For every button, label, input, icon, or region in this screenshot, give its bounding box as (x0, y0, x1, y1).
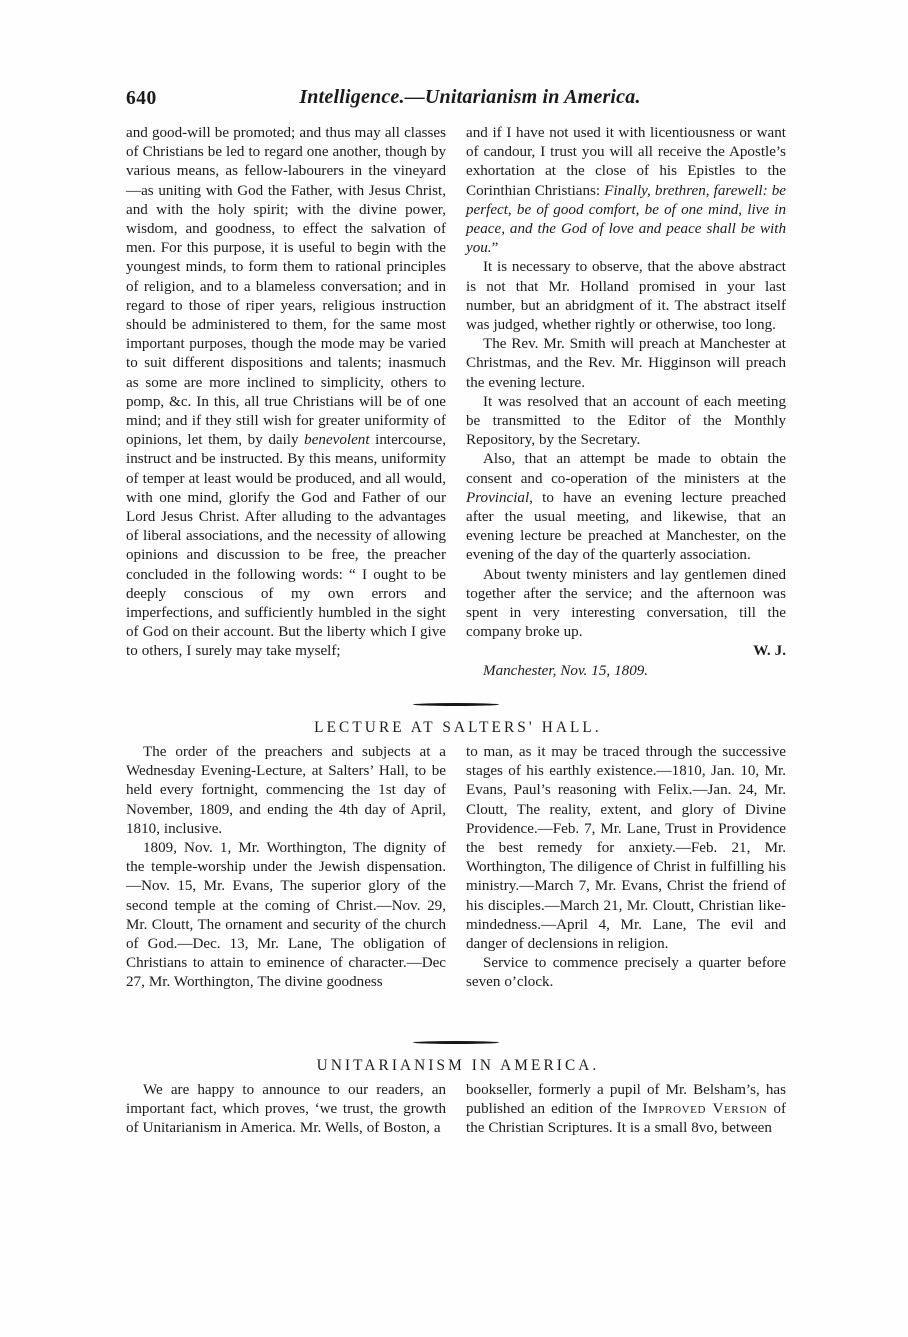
paragraph-text-cont: of the Christian Scriptures. It is a small 8vo, between (466, 1100, 786, 1136)
divider-rule (413, 703, 499, 706)
paragraph (466, 1081, 786, 1139)
emphasis-benevolent: benevolent (304, 432, 370, 449)
running-head (126, 86, 786, 120)
section-divider (126, 1019, 786, 1057)
intelligence-left-column (126, 124, 446, 681)
spacer (126, 993, 786, 1019)
title-improved-version: Improved Version (642, 1100, 768, 1117)
intelligence-right-column (466, 124, 786, 681)
paragraph (466, 124, 786, 258)
closing-quote-mark: ” (491, 240, 499, 257)
paragraph-text: and if I have not used it with licentiousness or want of candour, I trust you will all receive the Apostle’s exhortation at the close of his Epistles to the Corinthian Christians: (466, 125, 786, 199)
intelligence-section (126, 124, 786, 681)
salters-hall-section (126, 743, 786, 993)
paragraph: The Rev. Mr. Smith will preach at Manchester at Christmas, and the Rev. Mr. Higginson will preach the evening lecture. (466, 336, 786, 391)
section-divider (126, 681, 786, 719)
signature: W. J. (753, 643, 786, 660)
paragraph-text: and good-will be promoted; and thus may all classes of Christians be led to regard one another, though by various means, as fellow-labourers in the vineyard—as uniting with God the Father, with Jesus Christ, and with the holy spirit; with the divine power, wisdom, and goodness, to effect the salvation of men. For this purpose, it is useful to begin with the youngest minds, to form them to rational principles of religion, and to a blameless conversation; and in regard to those of riper years, religious instruction should be administered to them, for the same most important purposes, though the mode may be varied to suit different dispositions and talents; inasmuch as some are more inclined to simplicity, others to pomp, &c. In this, all true Christians will be of one mind; and if they still wish for greater uniformity of opinions, let them, by daily (126, 125, 446, 449)
page-number: 640 (126, 88, 157, 109)
emphasis-provincial: Provincial (466, 489, 530, 506)
paragraph-text: About twenty ministers and lay gentlemen dined together after the service; and the afternoon was spent in very interesting conversation, till the company broke up. (466, 566, 786, 641)
unitarianism-right-column (466, 1081, 786, 1139)
section-heading-salters-hall: LECTURE AT SALTERS' HALL. (314, 718, 602, 736)
scripture-quotation: Finally, brethren, farewell: be perfect, be of good comfort, be of one mind, live in peace, and the God of love and peace shall be with you. (466, 182, 786, 257)
paragraph (466, 450, 786, 565)
paragraph (466, 566, 786, 662)
unitarianism-section (126, 1081, 786, 1139)
page-content (126, 86, 786, 1138)
divider-rule (413, 1041, 499, 1044)
salters-right-column (466, 743, 786, 993)
paragraph: It is necessary to observe, that the above abstract is not that Mr. Holland promised in your last number, but an abridgment of it. The abstract itself was judged, whether rightly or otherwise, too long. (466, 259, 786, 334)
lecture-schedule-part-1: 1809, Nov. 1, Mr. Worthington, The dignity of the temple-worship under the Jewish dispensation.—Nov. 15, Mr. Evans, The superior glory of the second temple at the coming of Christ.—Nov. 29, Mr. Cloutt, The ornament and security of the church of God.—Dec. 13, Mr. Lane, The obligation of Christians to attain to eminence of character.—Dec 27, Mr. Worthington, The divine goodness (126, 839, 446, 991)
paragraph: Service to commence precisely a quarter before seven o’clock. (466, 955, 786, 991)
section-heading-unitarianism-in-america: UNITARIANISM IN AMERICA. (316, 1056, 600, 1074)
lecture-schedule-part-2: to man, as it may be traced through the successive stages of his earthly existence.—1810, Jan. 10, Mr. Evans, Paul’s reasoning with Felix.—Jan. 24, Mr. Cloutt, The reality, extent, and glory of Divine Providence.—Feb. 7, Mr. Lane, Trust in Providence the best remedy for anxiety.—Feb. 21, Mr. Worthington, The diligence of Christ in fulfilling his ministry.—March 7, Mr. Evans, Christ the friend of his disciples.—March 21, Mr. Cloutt, Christian like-mindedness.—April 4, Mr. Lane, The evil and danger of declensions in religion. (466, 743, 786, 952)
paragraph: It was resolved that an account of each meeting be transmitted to the Editor of the Monthly Repository, by the Secretary. (466, 393, 786, 449)
dateline: Manchester, Nov. 15, 1809. (483, 662, 649, 679)
salters-left-column (126, 743, 446, 993)
paragraph: The order of the preachers and subjects at a Wednesday Evening-Lecture, at Salters’ Hall, to be held every fortnight, commencing the 1st day of November, 1809, and ending the 4th day of April, 1810, inclusive. (126, 743, 446, 837)
paragraph-text: Also, that an attempt be made to obtain the consent and co-operation of the ministers at the (466, 451, 786, 487)
paragraph-text-cont: intercourse, instruct and be instructed. By this means, uniformity of temper at least would be produced, and all would, with one mind, glorify the God and Father of our Lord Jesus Christ. After alluding to the advantages of liberal associations, and the necessity of allowing opinions and discussion to be free, the preacher concluded in the following words: “ I ought to be deeply conscious of my own errors and imperfections, and sufficiently humbled in the sight of God on their account. But the liberty which I give to others, I surely may take myself; (126, 432, 446, 660)
paragraph: We are happy to announce to our readers, an important fact, which proves, ‘we trust, the growth of Unitarianism in America. Mr. Wells, of Boston, a (126, 1081, 446, 1136)
running-title: Intelligence.—Unitarianism in America. (299, 86, 641, 108)
unitarianism-left-column (126, 1081, 446, 1139)
paragraph-text-cont: , to have an evening lecture preached after the usual meeting, and likewise, that an evening lecture be preached at Manchester, on the evening of the day of the quarterly association. (466, 489, 786, 564)
paragraph (126, 124, 446, 662)
paragraph-text: bookseller, formerly a pupil of Mr. Belsham’s, has published an edition of the (466, 1081, 786, 1117)
